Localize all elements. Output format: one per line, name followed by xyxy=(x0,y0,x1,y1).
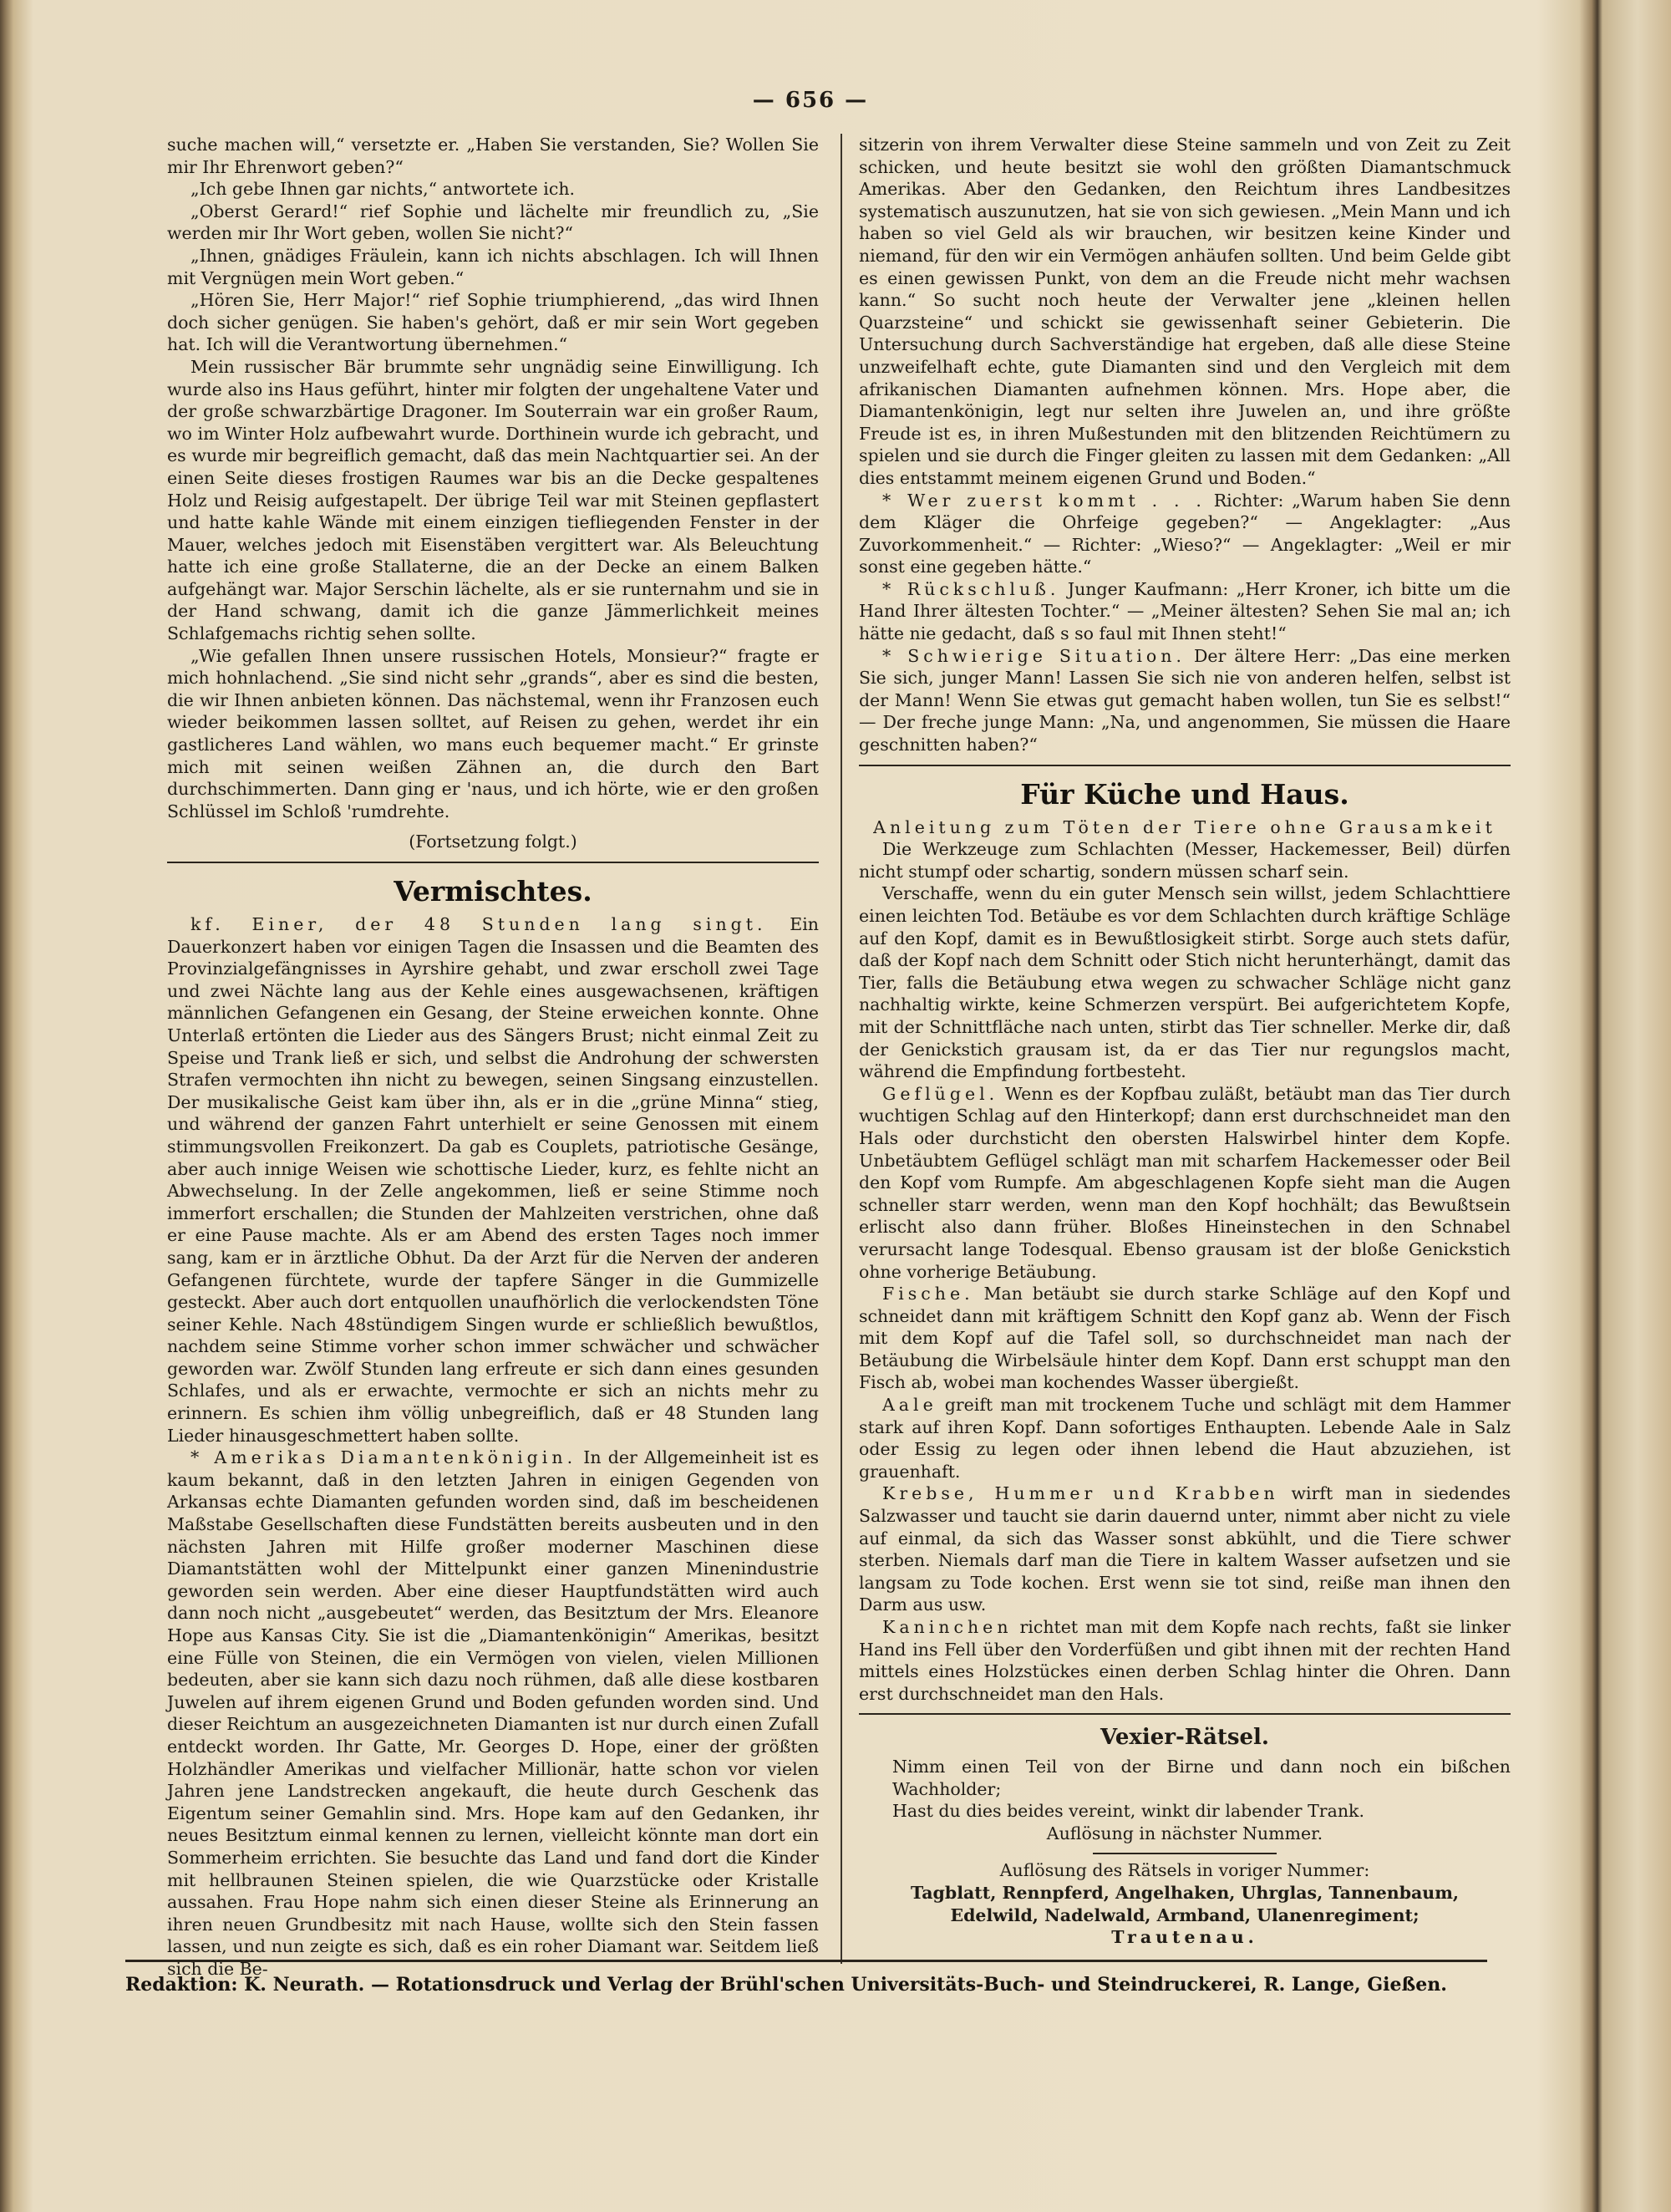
misc-item-text: In der Allgemeinheit ist es kaum bekannt, daß in den letzten Jahren in einigen Gegenden von Arkansas echte Diamanten gefunden worden sind, daß im bescheidenen Maßstabe Gesellschaften diese Fundstätten bereits ausbeuten und in den nächsten Jahren mit Hilfe großer moderner Maschinen diese Diamantstätten wohl der Mittelpunkt einer ganzen Minenindustrie geworden sein werden. Aber eine dieser Hauptfundstätten wird auch dann noch nicht „ausgebeutet“ werden, das Besitztum der Mrs. Eleanore Hope aus Kansas City. Sie ist die „Diamantenkönigin“ Amerikas, besitzt eine Fülle von Steinen, die ein Vermögen von vielen, vielen Millionen bedeuten, aber sie kann sich dazu noch rühmen, daß alle diese kostbaren Juwelen auf ihrem eigenen Grund und Boden gefunden worden sind. Und dieser Reichtum an ausgezeichneten Diamanten ist nur durch einen Zufall entdeckt worden. Ihr Gatte, Mr. Georges D. Hope, einer der größten Holzhändler Amerikas und vielfacher Millionär, hatte schon vor vielen Jahren jene Landstrecken angekauft, die heute durch Geschenk das Eigentum seiner Gemahlin sind. Mrs. Hope kam auf den Gedanken, ihr neues Besitztum einmal kennen zu lernen, vielleicht könnte man dort ein Sommerheim errichten. Sie besuchte das Land und fand dort die Kinder mit hellbraunen Steinen spielen, die wie Quarzstücke oder Kristalle aussahen. Frau Hope nahm sich einen dieser Steine als Erinnerung an ihren neuen Grundbesitz mit nach Hause, wollte sich den Stein fassen lassen, und nun zeigte es sich, daß es ein roher Diamant war. Seitdem ließ sich die Be- xyxy=(167,1447,819,1979)
joke-item xyxy=(859,578,1511,645)
joke-item xyxy=(859,490,1511,578)
kitchen-lead: Krebse, Hummer und Krabben xyxy=(882,1483,1279,1504)
right-column xyxy=(859,134,1511,1949)
newspaper-page xyxy=(33,25,1587,2198)
misc-item xyxy=(167,1447,819,1980)
kitchen-subheading: Anleitung zum Töten der Tiere ohne Grausamkeit xyxy=(873,816,1496,837)
solution-line: Tagblatt, Rennpferd, Angelhaken, Uhrglas, Tannenbaum, xyxy=(910,1882,1460,1903)
misc-item-lead: * Amerikas Diamantenkönigin. xyxy=(190,1447,577,1468)
kitchen-text: Wenn es der Kopfbau zuläßt, betäubt man das Tier durch wuchtigen Schlag auf den Hinterkopf; dann erst durchschneidet man den Hals oder durchsticht den obersten Halswirbel hinter dem Kopfe. Unbetäubtem Geflügel schlägt man mit scharfem Hackemesser oder Beil den Kopf vom Rumpfe. Am abgeschlagenen Kopfe sieht man die Augen schneller starr werden, wenn man den Kopf hochhält; das Bewußtsein erlischt also dann früher. Bloßes Hineinstechen in den Schnabel verursacht lange Todesqual. Ebenso grausam ist der bloße Genickstich ohne vorherige Betäubung. xyxy=(859,1083,1511,1282)
solution-title: Auflösung des Rätsels in voriger Nummer: xyxy=(999,1860,1370,1881)
kitchen-text: Verschaffe, wenn du ein guter Mensch sein willst, jedem Schlachttiere einen leichten Tod. Betäube es vor dem Schlachten durch kräftige Schläge auf den Kopf, damit es in Bewußtlosigkeit stirbt. Sorge auch stets dafür, daß der Kopf nach dem Schnitt oder Stich nicht herunterhängt, damit das Tier, falls die Betäubung etwa wegen zu schwacher Schläge nicht ganz nachhaltig wirkte, keine Schmerzen verspürt. Bei aufgerichtetem Kopfe, mit der Schnittfläche nach unten, stirbt das Tier schneller. Merke dir, daß der Genickstich grausam ist, da er das Tier nur regungslos macht, während die Empfindung fortbesteht. xyxy=(859,883,1511,1082)
kitchen-text: Man betäubt sie durch starke Schläge auf den Kopf und schneidet dann mit kräftigem Schnitt den Kopf ganz ab. Wenn der Fisch mit dem Kopf auf die Tafel soll, so durchschneidet man nach der Betäubung die Wirbelsäule hinter dem Kopf. Dann erst schuppt man den Fisch ab, wobei man kochendes Wasser übergießt. xyxy=(859,1284,1511,1393)
riddle-solution xyxy=(859,1859,1511,1948)
riddle-note: Auflösung in nächster Nummer. xyxy=(1046,1823,1323,1843)
riddle-line: Hast du dies beides vereint, winkt dir labender Trank. xyxy=(892,1801,1364,1822)
imprint-footer: Redaktion: K. Neurath. — Rotationsdruck und Verlag der Brühl'schen Universitäts-Buch- und Steindruckerei, R. Lange, Gießen. xyxy=(125,1974,1447,1996)
kitchen-paragraph xyxy=(859,1083,1511,1283)
footer-divider xyxy=(125,1960,1487,1962)
kitchen-text: greift man mit trockenem Tuche und schlägt mit dem Hammer stark auf ihren Kopf. Dann sofortiges Enthaupten. Lebende Aale in Salz oder Essig zu legen oder ihnen lebend die Haut abzuziehen, ist grauenhaft. xyxy=(859,1395,1511,1482)
kitchen-lead: Fische. xyxy=(882,1284,974,1304)
kitchen-text: Die Werkzeuge zum Schlachten (Messer, Hackemesser, Beil) dürfen nicht stumpf oder schartig, sondern müssen scharf sein. xyxy=(859,839,1511,882)
riddle-heading: Vexier-Rätsel. xyxy=(1100,1725,1269,1751)
kitchen-text: richtet man mit dem Kopfe nach rechts, faßt sie linker Hand ins Fell über den Vorderfüßen und gibt ihnen mit der rechten Hand mittels eines Holzstückes einen derben Schlag hinter die Ohren. Dann erst durchschneidet man den Hals. xyxy=(859,1617,1511,1704)
solution-answer: Trautenau. xyxy=(1111,1927,1258,1948)
left-column xyxy=(167,134,819,1981)
column-divider xyxy=(841,134,842,1964)
misc-continuation: sitzerin von ihrem Verwalter diese Steine sammeln und von Zeit zu Zeit schicken, und heute besitzt sie wohl den größten Diamantschmuck Amerikas. Aber den Gedanken, den Reichtum ihres Landbesitzes systematisch auszunutzen, hat sie von sich gewiesen. „Mein Mann und ich haben so viel Geld als wir brauchen, wir besitzen keine Kinder und niemand, für den wir ein Vermögen anhäufen sollten. Und beim Gelde gibt es einen gewissen Punkt, von dem an die Freude nicht mehr wachsen kann.“ So sucht noch heute der Verwalter jene „kleinen hellen Quarzsteine“ und schickt sie gewissenhaft seiner Gebieterin. Die Untersuchung durch Sachverständige hat ergeben, daß alle diese Steine unzweifelhaft echte, gute Diamanten sind und den Vergleich mit dem afrikanischen Diamanten aufnehmen können. Mrs. Hope aber, die Diamantenkönigin, legt nur selten ihre Juwelen an, und ihre größte Freude ist es, in ihren Mußestunden mit den blitzenden Reichtümern zu spielen und sie durch die Finger gleiten zu lassen mit dem Gedanken: „All dies entstammt meinem eigenen Grund und Boden.“ xyxy=(859,135,1511,488)
kitchen-lead: Geflügel. xyxy=(882,1083,999,1104)
story-paragraph: „Oberst Gerard!“ rief Sophie und lächelte mir freundlich zu, „Sie werden mir Ihr Wort geben, wollen Sie nicht?“ xyxy=(167,201,819,244)
story-paragraph: „Wie gefallen Ihnen unsere russischen Hotels, Monsieur?“ fragte er mich hohnlachend. „Sie sind nicht sehr „grands“, aber es sind die besten, die wir Ihnen anbieten können. Das nächstemal, wenn ihr Franzosen euch wieder beikommen lassen solltet, auf Reisen zu gehen, werdet ihr ein gastlicheres Land wählen, wo mans euch bequemer macht.“ Er grinste mich mit seinen weißen Zähnen an, die durch den Bart durchschimmerten. Dann ging er 'naus, und ich hörte, wie er den großen Schlüssel im Schloß 'rumdrehte. xyxy=(167,645,819,821)
kitchen-paragraph xyxy=(859,1394,1511,1482)
joke-text: Junger Kaufmann: „Herr Kroner, ich bitte um die Hand Ihrer ältesten Tochter.“ — „Meiner ältesten? Sehen Sie mal an; ich hätte nie gedacht, daß s so faul mit Ihnen steht!“ xyxy=(859,578,1511,644)
solution-line: Edelwild, Nadelwald, Armband, Ulanenregiment; xyxy=(950,1904,1420,1925)
riddle-line: Nimm einen Teil von der Birne und dann noch ein bißchen Wachholder; xyxy=(892,1756,1511,1799)
story-paragraph: „Ihnen, gnädiges Fräulein, kann ich nichts abschlagen. Ich will Ihnen mit Vergnügen mein Wort geben.“ xyxy=(167,245,819,288)
joke-lead: * Schwierige Situation. xyxy=(882,645,1186,666)
kitchen-lead: Aale xyxy=(882,1395,937,1416)
kitchen-paragraph xyxy=(859,1283,1511,1394)
short-divider xyxy=(1093,1853,1277,1854)
story-paragraph: „Hören Sie, Herr Major!“ rief Sophie triumphierend, „das wird Ihnen doch sicher genügen. Sie haben's gehört, daß er mir sein Wort gegeben hat. Ich will die Verantwortung übernehmen.“ xyxy=(167,290,819,355)
kitchen-heading: Für Küche und Haus. xyxy=(1020,777,1349,811)
kitchen-lead: Kaninchen xyxy=(882,1617,1013,1637)
joke-text: Der ältere Herr: „Das eine merken Sie sich, junger Mann! Lassen Sie sich nie von anderen helfen, selbst ist der Mann! Wenn Sie etwas gut gemacht haben wollen, tun Sie es selbst!“ — Der freche junge Mann: „Na, und angenommen, Sie müssen die Haare geschnitten haben?“ xyxy=(859,645,1511,755)
joke-item xyxy=(859,645,1511,756)
riddle-poem xyxy=(859,1756,1511,1823)
misc-item-text: Ein Dauerkonzert haben vor einigen Tagen die Insassen und die Beamten des Provinzialgefängnisses in Ayrshire gehabt, und zwar erscholl zwei Tage und zwei Nächte lang aus der Kehle eines ausgewachsenen, kräftigen männlichen Gefangenen ein Gesang, der Steine erweichen konnte. Ohne Unterlaß ertönten die Lieder aus des Sängers Brust; nicht einmal Zeit zu Speise und Trank ließ er sich, und selbst die Androhung der schwersten Strafen vermochten ihn nicht zu bewegen, seinen Singsang einzustellen. Der musikalische Geist kam über ihn, als er in die „grüne Minna“ stieg, und während der ganzen Fahrt unterhielt er seine Genossen mit einem stimmungsvollen Freikonzert. Da gab es Couplets, patriotische Gesänge, aber auch innige Weisen wie schottische Lieder, kurz, es fehlte nicht an Abwechselung. In der Zelle angekommen, ließ er seine Stimme noch immerfort erschallen; die Stunden der Mahlzeiten verstrichen, ohne daß er eine Pause machte. Als er am Abend des ersten Tages noch immer sang, kam er in ärztliche Obhut. Da der Arzt für die Nerven der anderen Gefangenen fürchtete, wurde der tapfere Sänger in die Gummizelle gesteckt. Aber auch dort entquollen unaufhörlich die verlockendsten Töne seiner Kehle. Nach 48stündigem Singen wurde er schließlich bewußtlos, nachdem seine Stimme vorher schon immer schwächer und schwächer geworden war. Zwölf Stunden lang erfreute er sich dann eines gesunden Schlafes, und als er erwachte, vermochte er sich an nichts mehr zu erinnern. Es schien ihm völlig unbegreiflich, daß er 48 Stunden lang Lieder hinausgeschmettert haben sollte. xyxy=(167,914,819,1446)
continued-note: (Fortsetzung folgt.) xyxy=(409,831,577,852)
kitchen-paragraph xyxy=(859,838,1511,882)
section-divider xyxy=(859,1713,1511,1715)
story-paragraph: „Ich gebe Ihnen gar nichts,“ antwortete ich. xyxy=(190,179,576,200)
joke-text: Richter: „Warum haben Sie denn dem Kläger die Ohrfeige gegeben?“ — Angeklagter: „Aus Zuvorkommenheit.“ — Richter: „Wieso?“ — Angeklagter: „Weil er mir sonst eine gegeben hätte.“ xyxy=(859,490,1511,577)
page-number: — 656 — xyxy=(752,88,869,113)
story-paragraph: suche machen will,“ versetzte er. „Haben Sie verstanden, Sie? Wollen Sie mir Ihr Ehrenwort geben?“ xyxy=(167,135,819,177)
joke-lead: * Wer zuerst kommt . . . xyxy=(882,490,1206,511)
kitchen-paragraph xyxy=(859,882,1511,1082)
section-divider xyxy=(167,862,819,863)
misc-heading: Vermischtes. xyxy=(394,875,592,908)
kitchen-paragraph xyxy=(859,1482,1511,1616)
section-divider xyxy=(859,765,1511,766)
misc-item xyxy=(167,913,819,1447)
joke-lead: * Rückschluß. xyxy=(882,578,1060,599)
kitchen-paragraph xyxy=(859,1616,1511,1705)
story-paragraph: Mein russischer Bär brummte sehr ungnädig seine Einwilligung. Ich wurde also ins Haus geführt, hinter mir folgten der ungehaltene Vater und der große schwarzbärtige Dragoner. Im Souterrain war ein großer Raum, wo im Winter Holz aufbewahrt wurde. Dorthinein wurde ich gebracht, und es wurde mir begreiflich gemacht, daß das mein Nachtquartier sei. An der einen Seite dieses frostigen Raumes war bis an die Decke gespaltenes Holz und Reisig aufgestapelt. Der übrige Teil war mit Steinen gepflastert und hatte kahle Wände mit einem einzigen tiefliegenden Fenster in der Mauer, welches jedoch mit Eisenstäben vergittert war. Als Beleuchtung hatte ich eine große Stallaterne, die an der Decke an einem Balken aufgehängt war. Major Serschin lächelte, als er sie runternahm und sie in der Hand schwang, damit ich die ganze Jämmerlichkeit meines Schlafgemachs richtig sehen sollte. xyxy=(167,356,819,644)
misc-item-lead: kf. Einer, der 48 Stunden lang singt. xyxy=(190,914,767,934)
kitchen-text: wirft man in siedendes Salzwasser und taucht sie darin dauernd unter, nimmt aber nicht zu viele auf einmal, da sich das Wasser sonst abkühlt, und die Tiere schwer sterben. Niemals darf man die Tiere in kaltem Wasser aufsetzen und sie langsam zu Tode kochen. Erst wenn sie tot sind, reiße man ihnen den Darm aus usw. xyxy=(859,1483,1511,1615)
